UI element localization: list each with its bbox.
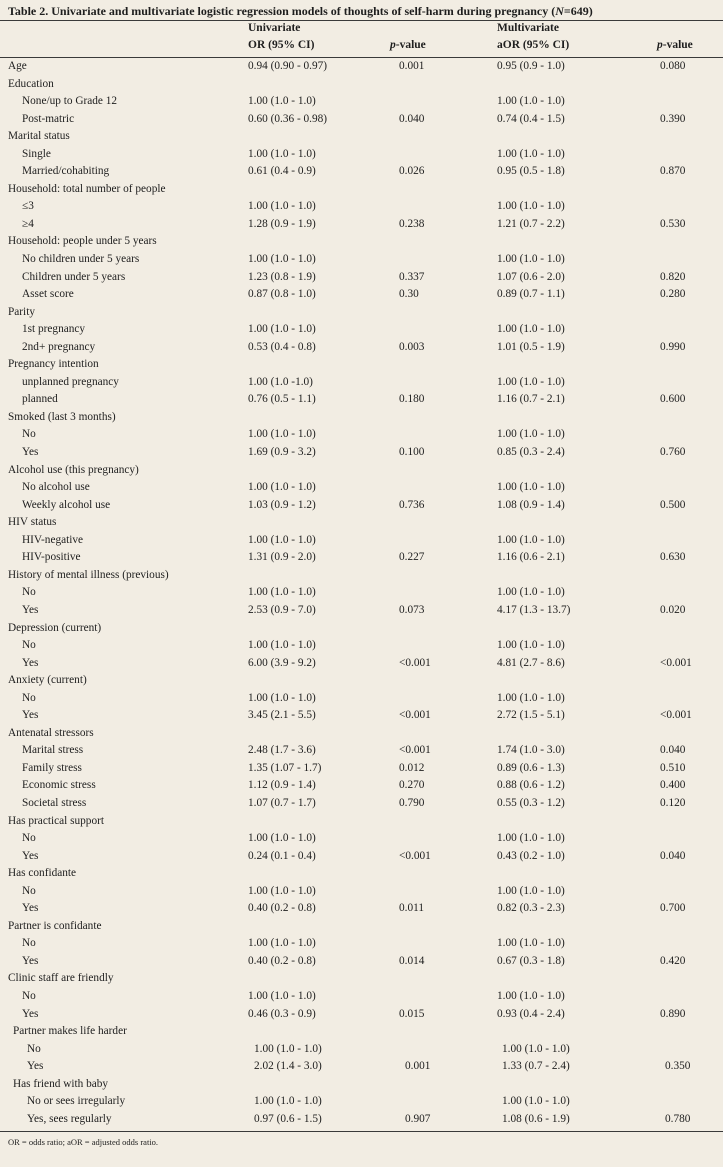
row-aor: 4.17 (1.3 - 13.7) (497, 603, 571, 616)
row-or: 2.02 (1.4 - 3.0) (254, 1060, 322, 1073)
row-or: 1.03 (0.9 - 1.2) (248, 498, 316, 511)
row-or: 1.00 (1.0 - 1.0) (248, 200, 316, 213)
row-p-multivariate: 0.600 (660, 393, 686, 406)
row-label: Family stress (22, 761, 82, 774)
row-aor: 1.00 (1.0 - 1.0) (502, 1095, 570, 1108)
row-aor: 0.85 (0.3 - 2.4) (497, 446, 565, 459)
row-p-univariate: 0.337 (399, 270, 425, 283)
row-label: Partner makes life harder (13, 1025, 127, 1038)
table-group-row (0, 356, 723, 374)
row-p-univariate: 0.227 (399, 551, 425, 564)
row-label: ≥4 (22, 217, 34, 230)
row-aor: 0.43 (0.2 - 1.0) (497, 849, 565, 862)
row-aor: 0.88 (0.6 - 1.2) (497, 779, 565, 792)
row-label: Age (8, 60, 27, 72)
row-p-multivariate: 0.530 (660, 217, 686, 230)
table-row (0, 1093, 723, 1111)
row-label: Has confidante (8, 867, 77, 880)
row-p-multivariate: 0.780 (665, 1112, 691, 1125)
row-aor: 0.74 (0.4 - 1.5) (497, 112, 565, 125)
table-row (0, 1058, 723, 1076)
row-label: Single (22, 147, 51, 160)
row-aor: 1.16 (0.6 - 2.1) (497, 551, 565, 564)
title-rule (0, 20, 723, 21)
row-p-multivariate: 0.820 (660, 270, 686, 283)
row-or: 6.00 (3.9 - 9.2) (248, 656, 316, 669)
table-row (0, 321, 723, 339)
table-row (0, 777, 723, 795)
row-label: No (22, 691, 36, 704)
table-row (0, 760, 723, 778)
row-p-multivariate: 0.990 (660, 340, 686, 353)
row-p-multivariate: 0.350 (665, 1060, 691, 1073)
row-label: Yes, sees regularly (27, 1112, 112, 1125)
header-p-value-univariate (390, 39, 426, 51)
row-label: No (22, 428, 36, 441)
table-row (0, 479, 723, 497)
table-row (0, 1111, 723, 1129)
row-label: No (22, 937, 36, 950)
header-p-italic-2: p (657, 39, 663, 51)
row-aor: 1.00 (1.0 - 1.0) (497, 253, 565, 266)
row-or: 1.00 (1.0 - 1.0) (248, 481, 316, 494)
bottom-rule (0, 1131, 723, 1132)
table-group-row (0, 725, 723, 743)
row-p-univariate: 0.012 (399, 761, 425, 774)
row-label: Societal stress (22, 796, 87, 809)
row-p-multivariate: 0.080 (660, 60, 686, 72)
table-row (0, 426, 723, 444)
table-row (0, 146, 723, 164)
row-p-multivariate: <0.001 (660, 709, 692, 722)
row-label: Smoked (last 3 months) (8, 410, 116, 423)
row-p-univariate: 0.30 (399, 288, 419, 301)
table-group-row (0, 813, 723, 831)
row-label: Yes (22, 603, 39, 616)
title-main: Table 2. Univariate and multivariate logistic regression models of thoughts of self-harm during pregnancy ( (8, 4, 556, 18)
row-aor: 1.00 (1.0 - 1.0) (497, 832, 565, 845)
row-p-multivariate: 0.040 (660, 849, 686, 862)
row-p-multivariate: 0.630 (660, 551, 686, 564)
row-aor: 1.08 (0.9 - 1.4) (497, 498, 565, 511)
table-row (0, 988, 723, 1006)
table-row (0, 374, 723, 392)
table-row (0, 251, 723, 269)
table-group-row (0, 181, 723, 199)
row-or: 0.97 (0.6 - 1.5) (254, 1112, 322, 1125)
table-row (0, 602, 723, 620)
table-group-row (0, 672, 723, 690)
table-row (0, 637, 723, 655)
table-row (0, 286, 723, 304)
row-label: Partner is confidante (8, 919, 102, 932)
row-p-multivariate: 0.390 (660, 112, 686, 125)
row-label: Marital status (8, 130, 70, 143)
row-aor: 0.89 (0.7 - 1.1) (497, 288, 565, 301)
row-p-univariate: 0.015 (399, 1007, 425, 1020)
row-p-univariate: <0.001 (399, 744, 431, 757)
row-aor: 1.21 (0.7 - 2.2) (497, 217, 565, 230)
row-p-multivariate: 0.020 (660, 603, 686, 616)
table-group-row (0, 462, 723, 480)
row-label: No (22, 832, 36, 845)
table-row (0, 269, 723, 287)
row-aor: 0.55 (0.3 - 1.2) (497, 796, 565, 809)
row-or: 1.00 (1.0 - 1.0) (248, 937, 316, 950)
row-label: Household: total number of people (8, 182, 166, 195)
row-p-univariate: 0.907 (405, 1112, 431, 1125)
row-aor: 1.00 (1.0 - 1.0) (497, 147, 565, 160)
row-aor: 0.82 (0.3 - 2.3) (497, 902, 565, 915)
header-p-rest-1: -value (395, 39, 426, 51)
table-row (0, 532, 723, 550)
row-aor: 1.00 (1.0 - 1.0) (497, 639, 565, 652)
row-label: History of mental illness (previous) (8, 568, 169, 581)
table-row (0, 690, 723, 708)
row-label: Alcohol use (this pregnancy) (8, 463, 139, 476)
row-or: 1.28 (0.9 - 1.9) (248, 217, 316, 230)
row-p-multivariate: 0.280 (660, 288, 686, 301)
row-p-multivariate: 0.500 (660, 498, 686, 511)
header-multivariate: Multivariate (497, 22, 559, 34)
row-label: unplanned pregnancy (22, 375, 119, 388)
row-or: 1.31 (0.9 - 2.0) (248, 551, 316, 564)
row-aor: 1.00 (1.0 - 1.0) (497, 691, 565, 704)
row-aor: 1.00 (1.0 - 1.0) (497, 200, 565, 213)
table-group-row (0, 58, 723, 76)
row-or: 1.00 (1.0 - 1.0) (248, 832, 316, 845)
row-or: 1.00 (1.0 - 1.0) (248, 691, 316, 704)
row-label: Has practical support (8, 814, 104, 827)
row-p-univariate: 0.014 (399, 954, 425, 967)
row-p-multivariate: 0.870 (660, 165, 686, 178)
row-label: No alcohol use (22, 481, 90, 494)
row-p-multivariate: 0.700 (660, 902, 686, 915)
row-label: HIV-positive (22, 551, 81, 564)
row-or: 1.00 (1.0 - 1.0) (248, 989, 316, 1002)
row-p-multivariate: <0.001 (660, 656, 692, 669)
row-aor: 0.67 (0.3 - 1.8) (497, 954, 565, 967)
row-or: 1.00 (1.0 - 1.0) (248, 639, 316, 652)
row-label: Yes (22, 656, 39, 669)
row-or: 3.45 (2.1 - 5.5) (248, 709, 316, 722)
table-group-row (0, 304, 723, 322)
header-aor: aOR (95% CI) (497, 39, 570, 51)
row-aor: 1.16 (0.7 - 2.1) (497, 393, 565, 406)
row-aor: 1.00 (1.0 - 1.0) (497, 375, 565, 388)
table-row (0, 795, 723, 813)
row-label: No (22, 989, 36, 1002)
row-or: 0.40 (0.2 - 0.8) (248, 954, 316, 967)
row-p-multivariate: 0.760 (660, 446, 686, 459)
row-label: No or sees irregularly (27, 1095, 126, 1108)
row-aor: 1.00 (1.0 - 1.0) (497, 95, 565, 108)
table-row (0, 444, 723, 462)
row-aor: 1.33 (0.7 - 2.4) (502, 1060, 570, 1073)
table-title (0, 4, 723, 19)
row-or: 1.00 (1.0 - 1.0) (248, 428, 316, 441)
row-label: No children under 5 years (22, 253, 140, 266)
table-group-row (0, 620, 723, 638)
table-row (0, 584, 723, 602)
row-p-univariate: 0.040 (399, 112, 425, 125)
row-p-multivariate: 0.890 (660, 1007, 686, 1020)
table-row (0, 848, 723, 866)
table-row (0, 216, 723, 234)
row-or: 1.00 (1.0 - 1.0) (248, 147, 316, 160)
row-p-univariate: 0.180 (399, 393, 425, 406)
row-p-univariate: <0.001 (399, 656, 431, 669)
header-univariate: Univariate (248, 22, 301, 34)
table-row (0, 1006, 723, 1024)
row-or: 1.12 (0.9 - 1.4) (248, 779, 316, 792)
row-or: 1.23 (0.8 - 1.9) (248, 270, 316, 283)
table-row (0, 742, 723, 760)
table-group-row (0, 865, 723, 883)
row-aor: 1.74 (1.0 - 3.0) (497, 744, 565, 757)
row-label: Depression (current) (8, 621, 102, 634)
table-group-row (0, 1023, 723, 1041)
table-row (0, 655, 723, 673)
row-label: Antenatal stressors (8, 726, 94, 739)
table-group-row (0, 233, 723, 251)
row-aor: 0.89 (0.6 - 1.3) (497, 761, 565, 774)
table-row (0, 707, 723, 725)
row-label: Weekly alcohol use (22, 498, 111, 511)
row-or: 1.00 (1.0 - 1.0) (248, 323, 316, 336)
row-or: 1.00 (1.0 - 1.0) (248, 95, 316, 108)
row-aor: 1.00 (1.0 - 1.0) (497, 937, 565, 950)
row-label: Household: people under 5 years (8, 235, 157, 248)
table-group-row (0, 918, 723, 936)
row-aor: 1.00 (1.0 - 1.0) (497, 533, 565, 546)
table-group-row (0, 76, 723, 94)
row-or: 0.76 (0.5 - 1.1) (248, 393, 316, 406)
row-label: 2nd+ pregnancy (22, 340, 96, 353)
row-p-univariate: 0.790 (399, 796, 425, 809)
row-label: Yes (22, 849, 39, 862)
table-row (0, 549, 723, 567)
row-label: HIV status (8, 516, 57, 529)
table-group-row (0, 514, 723, 532)
row-or: 1.00 (1.0 - 1.0) (248, 253, 316, 266)
row-label: Post-matric (22, 112, 75, 125)
row-or: 0.46 (0.3 - 0.9) (248, 1007, 316, 1020)
row-aor: 4.81 (2.7 - 8.6) (497, 656, 565, 669)
row-label: No (22, 884, 36, 897)
row-label: Yes (22, 1007, 39, 1020)
row-label: Yes (22, 902, 39, 915)
row-label: Economic stress (22, 779, 96, 792)
row-label: Asset score (22, 288, 74, 301)
row-or: 2.53 (0.9 - 7.0) (248, 603, 316, 616)
row-or: 1.69 (0.9 - 3.2) (248, 446, 316, 459)
row-label: Parity (8, 305, 35, 318)
row-p-univariate: <0.001 (399, 709, 431, 722)
row-p-univariate: 0.270 (399, 779, 425, 792)
row-aor: 1.07 (0.6 - 2.0) (497, 270, 565, 283)
table-row (0, 953, 723, 971)
row-p-univariate: 0.238 (399, 217, 425, 230)
table-row (0, 935, 723, 953)
row-p-univariate: 0.736 (399, 498, 425, 511)
table-row (0, 111, 723, 129)
row-label: None/up to Grade 12 (22, 95, 118, 108)
row-or: 1.07 (0.7 - 1.7) (248, 796, 316, 809)
row-or: 1.00 (1.0 - 1.0) (248, 884, 316, 897)
row-aor: 1.08 (0.6 - 1.9) (502, 1112, 570, 1125)
row-aor: 0.95 (0.5 - 1.8) (497, 165, 565, 178)
row-aor: 1.00 (1.0 - 1.0) (502, 1042, 570, 1055)
row-or: 1.00 (1.0 - 1.0) (248, 586, 316, 599)
row-label: Clinic staff are friendly (8, 972, 114, 985)
header-or: OR (95% CI) (248, 39, 315, 51)
row-label: Married/cohabiting (22, 165, 110, 178)
row-aor: 1.00 (1.0 - 1.0) (497, 323, 565, 336)
row-or: 0.53 (0.4 - 0.8) (248, 340, 316, 353)
row-p-multivariate: 0.400 (660, 779, 686, 792)
row-p-univariate: <0.001 (399, 849, 431, 862)
row-label: Has friend with baby (13, 1077, 109, 1090)
row-p-multivariate: 0.420 (660, 954, 686, 967)
row-aor: 1.00 (1.0 - 1.0) (497, 989, 565, 1002)
table-group-row (0, 567, 723, 585)
row-aor: 1.01 (0.5 - 1.9) (497, 340, 565, 353)
header-p-rest-2: -value (662, 39, 693, 51)
row-aor: 0.95 (0.9 - 1.0) (497, 60, 565, 72)
row-aor: 1.00 (1.0 - 1.0) (497, 884, 565, 897)
footnote: OR = odds ratio; aOR = adjusted odds ratio. (8, 1137, 159, 1147)
row-or: 0.60 (0.36 - 0.98) (248, 112, 328, 125)
row-label: No (22, 639, 36, 652)
table-row (0, 163, 723, 181)
row-or: 0.40 (0.2 - 0.8) (248, 902, 316, 915)
row-label: Yes (22, 446, 39, 459)
row-label: HIV-negative (22, 533, 84, 546)
row-or: 1.00 (1.0 - 1.0) (254, 1042, 322, 1055)
row-label: No (22, 586, 36, 599)
table-body (0, 58, 723, 1128)
table-row (0, 900, 723, 918)
row-p-multivariate: 0.040 (660, 744, 686, 757)
table-row (0, 198, 723, 216)
table-group-row (0, 1076, 723, 1094)
row-label: Children under 5 years (22, 270, 126, 283)
title-n-symbol: N (555, 4, 564, 18)
row-or: 0.61 (0.4 - 0.9) (248, 165, 316, 178)
row-label: Education (8, 77, 54, 90)
row-or: 2.48 (1.7 - 3.6) (248, 744, 316, 757)
row-p-multivariate: 0.120 (660, 796, 686, 809)
table-group-row (0, 970, 723, 988)
row-p-univariate: 0.001 (405, 1060, 431, 1073)
table-row (0, 497, 723, 515)
table-row (0, 391, 723, 409)
table-header (0, 22, 723, 56)
table-group-row (0, 409, 723, 427)
table-row (0, 93, 723, 111)
row-aor: 2.72 (1.5 - 5.1) (497, 709, 565, 722)
row-p-univariate: 0.001 (399, 60, 425, 72)
table-row (0, 1041, 723, 1059)
table-row (0, 883, 723, 901)
row-p-univariate: 0.026 (399, 165, 425, 178)
row-or: 0.94 (0.90 - 0.97) (248, 60, 328, 72)
title-n-value: =649) (563, 4, 593, 18)
row-p-univariate: 0.100 (399, 446, 425, 459)
row-p-univariate: 0.011 (399, 902, 424, 915)
row-or: 1.00 (1.0 - 1.0) (248, 533, 316, 546)
row-or: 0.24 (0.1 - 0.4) (248, 849, 316, 862)
row-or: 1.00 (1.0 - 1.0) (254, 1095, 322, 1108)
row-aor: 1.00 (1.0 - 1.0) (497, 428, 565, 441)
header-p-italic-1: p (390, 39, 396, 51)
row-label: Yes (27, 1060, 44, 1073)
row-label: Yes (22, 709, 39, 722)
row-p-univariate: 0.003 (399, 340, 425, 353)
row-p-multivariate: 0.510 (660, 761, 686, 774)
row-or: 1.35 (1.07 - 1.7) (248, 761, 322, 774)
table-group-row (0, 128, 723, 146)
header-p-value-multivariate (657, 39, 693, 51)
row-aor: 1.00 (1.0 - 1.0) (497, 586, 565, 599)
row-or: 1.00 (1.0 -1.0) (248, 375, 313, 388)
row-aor: 1.00 (1.0 - 1.0) (497, 481, 565, 494)
row-or: 0.87 (0.8 - 1.0) (248, 288, 316, 301)
row-aor: 0.93 (0.4 - 2.4) (497, 1007, 565, 1020)
row-label: Anxiety (current) (8, 674, 87, 687)
row-p-univariate: 0.073 (399, 603, 425, 616)
table-row (0, 830, 723, 848)
table-row (0, 339, 723, 357)
row-label: planned (22, 393, 58, 406)
row-label: Marital stress (22, 744, 84, 757)
row-label: No (27, 1042, 41, 1055)
row-label: Yes (22, 954, 39, 967)
row-label: 1st pregnancy (22, 323, 86, 336)
row-label: ≤3 (22, 200, 34, 213)
row-label: Pregnancy intention (8, 358, 99, 371)
